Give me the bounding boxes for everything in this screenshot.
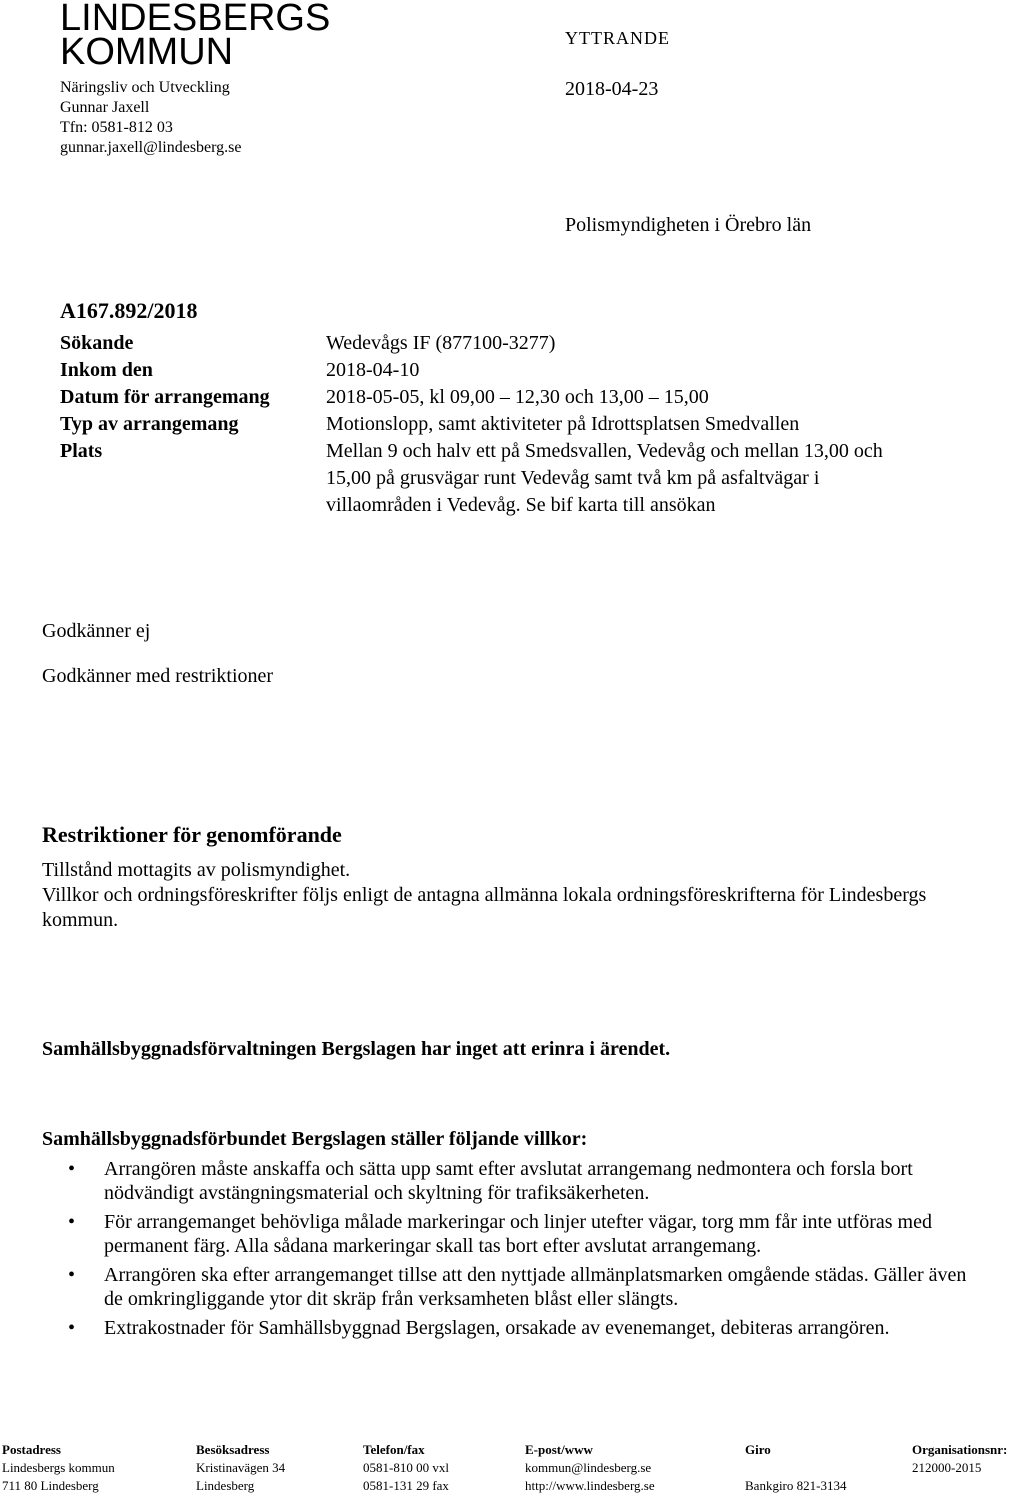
logo-line1: LINDESBERGS [60, 0, 331, 39]
footer-title: Postadress [2, 1442, 61, 1457]
footer-col-email [525, 1441, 655, 1495]
restrictions-line2: Villkor och ordningsföreskrifter följs enligt de antagna allmänna lokala ordningsföreskrifterna för Lindesbergs kommun. [42, 884, 927, 931]
footer-title: E-post/www [525, 1442, 593, 1457]
restrictions-line1: Tillstånd mottagits av polismyndighet. [42, 859, 351, 881]
recipient: Polismyndigheten i Örebro län [565, 214, 812, 236]
footer-line: kommun@lindesberg.se [525, 1460, 652, 1475]
condition-item: • För arrangemanget behövliga målade markeringar och linjer utefter vägar, torg mm får inte utföras med permanent färg. Alla sådana markeringar skall tas bort efter avslutat arrangemang. [42, 1210, 972, 1258]
footer-line: 0581-131 29 fax [363, 1478, 449, 1493]
footer-title: Besöksadress [196, 1442, 270, 1457]
case-fields [60, 330, 960, 519]
contact-name: Gunnar Jaxell [60, 99, 150, 116]
footer-col-postal [2, 1441, 115, 1495]
field-value: Wedevågs IF (877100-3277) [326, 332, 556, 354]
restrictions-heading: Restriktioner för genomförande [42, 822, 342, 847]
condition-item: • Extrakostnader för Samhällsbyggnad Bergslagen, orsakade av evenemanget, debiteras arrangören. [42, 1316, 972, 1340]
conditions-list [42, 1157, 972, 1340]
condition-item: • Arrangören ska efter arrangemanget tillse att den nyttjade allmänplatsmarken omgående städas. Gäller även de omkringliggande ytor dit skräp från verksamheten blåst eller slängts. [42, 1263, 972, 1311]
field-value: 2018-05-05, kl 09,00 – 12,30 och 13,00 – 15,00 [326, 386, 709, 408]
field-label: Inkom den [60, 359, 153, 381]
footer-line: Lindesberg [196, 1478, 255, 1493]
contact-phone: Tfn: 0581-812 03 [60, 119, 173, 136]
field-row [60, 438, 960, 519]
field-value: Motionslopp, samt aktiviteter på Idrottsplatsen Smedvallen [326, 413, 800, 435]
contact-email: gunnar.jaxell@lindesberg.se [60, 139, 242, 156]
footer-line: 212000-2015 [912, 1460, 982, 1475]
document-date: 2018-04-23 [565, 78, 659, 100]
field-row [60, 411, 960, 438]
document-type: YTTRANDE [565, 28, 670, 48]
footer-line: Lindesbergs kommun [2, 1460, 115, 1475]
option-reject-label: Godkänner ej [42, 620, 151, 642]
footer-line: Kristinavägen 34 [196, 1460, 286, 1475]
department: Näringsliv och Utveckling [60, 79, 230, 96]
field-row [60, 330, 960, 357]
option-approve-restricted [42, 665, 273, 688]
field-value: Mellan 9 och halv ett på Smedsvallen, Vedevåg och mellan 13,00 och 15,00 på grusvägar runt Vedevåg samt två km på asfaltvägar i villaområden i Vedevåg. Se bif karta till ansökan [326, 440, 883, 516]
field-label: Typ av arrangemang [60, 413, 239, 435]
field-label: Plats [60, 440, 103, 462]
field-label: Datum för arrangemang [60, 386, 270, 408]
footer-col-giro [745, 1441, 846, 1495]
footer-title: Organisationsnr: [912, 1442, 1008, 1457]
footer-col-orgnr [912, 1441, 1007, 1477]
condition-item: • Arrangören måste anskaffa och sätta upp samt efter avslutat arrangemang nedmontera och forsla bort nödvändigt avstängningsmaterial och skyltning för trafiksäkerheten. [42, 1157, 972, 1205]
footer-title: Giro [745, 1442, 771, 1457]
conditions-heading: Samhällsbyggnadsförbundet Bergslagen ställer följande villkor: [42, 1128, 588, 1150]
footer-line: http://www.lindesberg.se [525, 1478, 655, 1493]
footer-line: 711 80 Lindesberg [2, 1478, 99, 1493]
option-reject [42, 620, 150, 643]
footer-title: Telefon/fax [363, 1442, 425, 1457]
field-value: 2018-04-10 [326, 359, 420, 381]
logo-line2: KOMMUN [60, 31, 234, 73]
field-row [60, 357, 960, 384]
footer-line: 0581-810 00 vxl [363, 1460, 449, 1475]
footer-line: Bankgiro 821-3134 [745, 1478, 847, 1493]
statement-no-objection: Samhällsbyggnadsförvaltningen Bergslagen har inget att erinra i ärendet. [42, 1038, 671, 1060]
field-label: Sökande [60, 332, 134, 354]
option-approve-restricted-label: Godkänner med restriktioner [42, 665, 274, 687]
footer-col-visit [196, 1441, 285, 1495]
footer [0, 1441, 1024, 1495]
field-row [60, 384, 960, 411]
case-number: A167.892/2018 [60, 298, 198, 323]
footer-col-phone [363, 1441, 449, 1495]
